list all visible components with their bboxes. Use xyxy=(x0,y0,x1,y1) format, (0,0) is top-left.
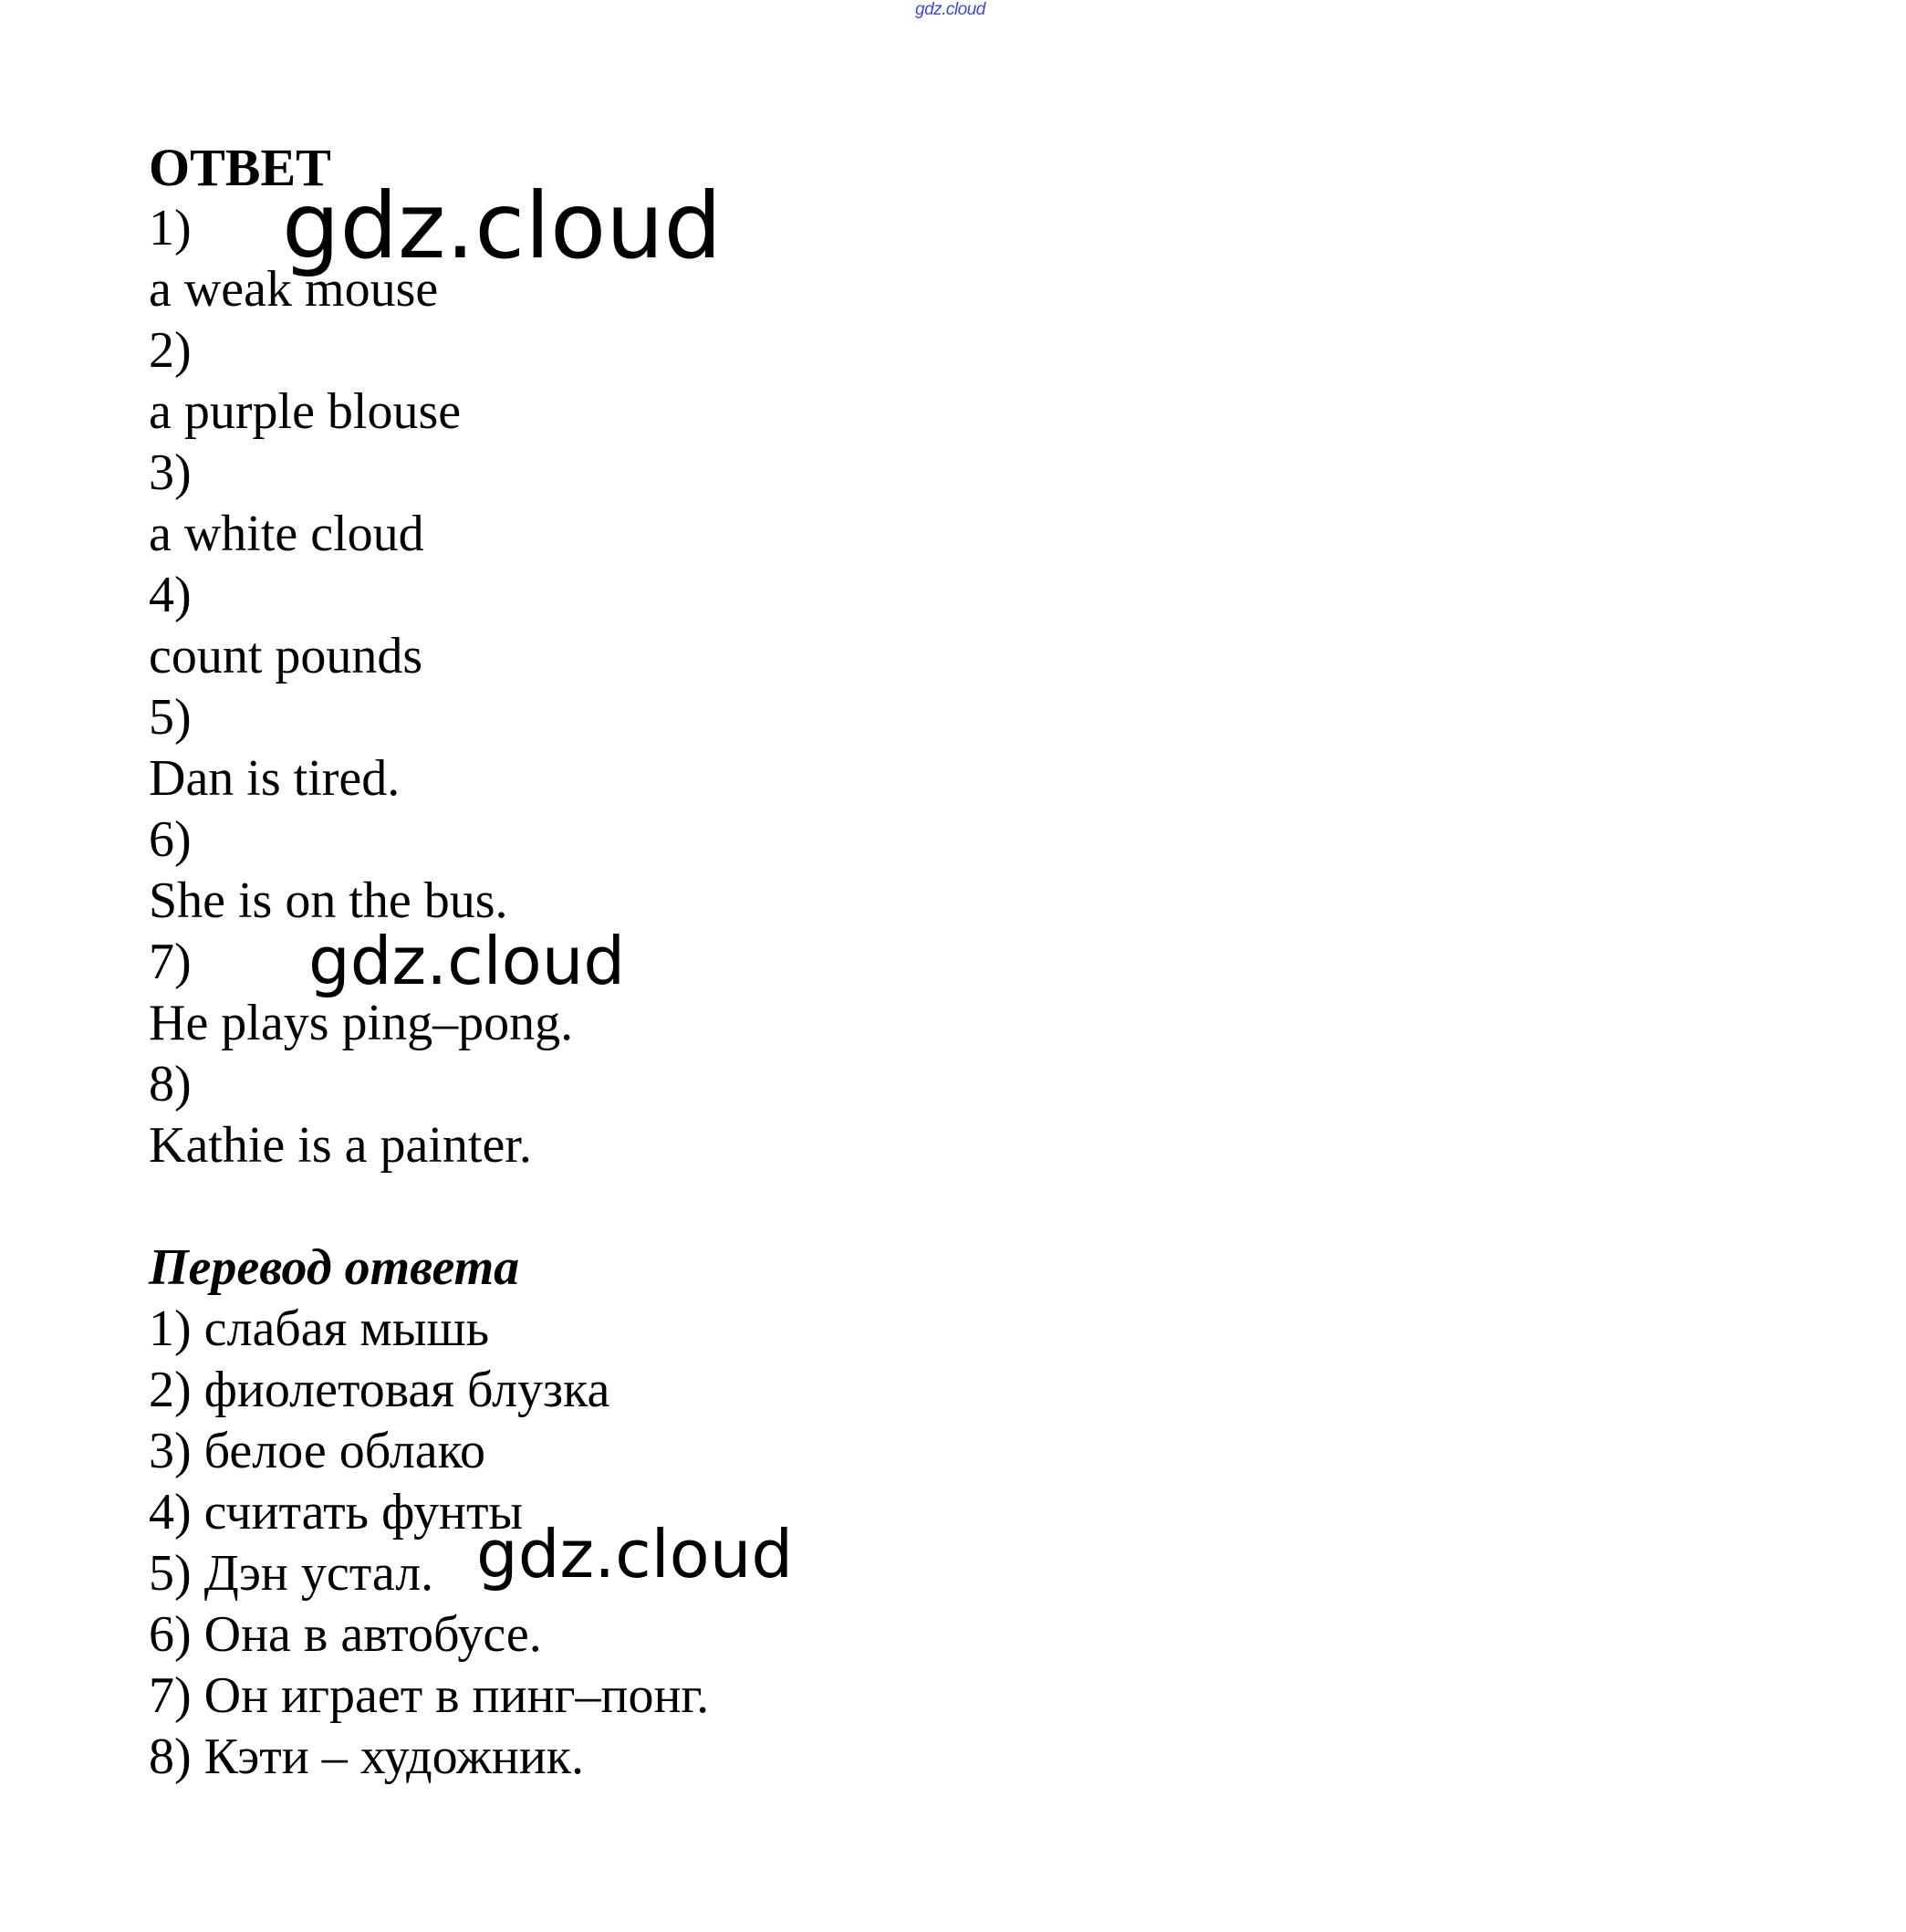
answer-text: Dan is tired. xyxy=(149,750,401,807)
answer-text: a white cloud xyxy=(149,506,424,562)
translation-line: 2) фиолетовая блузка xyxy=(149,1362,610,1418)
translation-line: 4) считать фунты xyxy=(149,1484,524,1540)
answer-number: 1) xyxy=(149,200,192,256)
translation-line: 1) слабая мышь xyxy=(149,1300,490,1357)
watermark-logo: gdz.cloud xyxy=(476,1516,794,1593)
answer-number: 6) xyxy=(149,811,192,868)
answer-number: 2) xyxy=(149,322,192,379)
answer-text: a weak mouse xyxy=(149,261,439,318)
answer-number: 7) xyxy=(149,934,192,990)
answer-text: He plays ping–pong. xyxy=(149,995,574,1051)
top-watermark-link[interactable]: gdz.cloud xyxy=(915,0,985,19)
answer-number: 3) xyxy=(149,444,192,501)
watermark-logo: gdz.cloud xyxy=(308,923,626,999)
translation-line: 7) Он играет в пинг–понг. xyxy=(149,1667,710,1724)
translation-line: 6) Она в автобусе. xyxy=(149,1606,542,1663)
section-spacer xyxy=(149,1176,1700,1238)
translation-line: 3) белое облако xyxy=(149,1423,486,1479)
answer-heading: ОТВЕТ xyxy=(149,138,331,197)
answer-text: She is on the bus. xyxy=(149,872,508,929)
answer-number: 8) xyxy=(149,1056,192,1112)
answer-text: count pounds xyxy=(149,628,423,684)
answer-number: 5) xyxy=(149,689,192,746)
answer-number: 4) xyxy=(149,567,192,623)
answer-text: a purple blouse xyxy=(149,383,462,440)
translation-line: 8) Кэти – художник. xyxy=(149,1728,585,1785)
watermark-logo: gdz.cloud xyxy=(282,172,723,279)
translation-heading: Перевод ответа xyxy=(149,1239,520,1296)
answer-text: Kathie is a painter. xyxy=(149,1117,532,1174)
translation-line: 5) Дэн устал. xyxy=(149,1545,434,1602)
